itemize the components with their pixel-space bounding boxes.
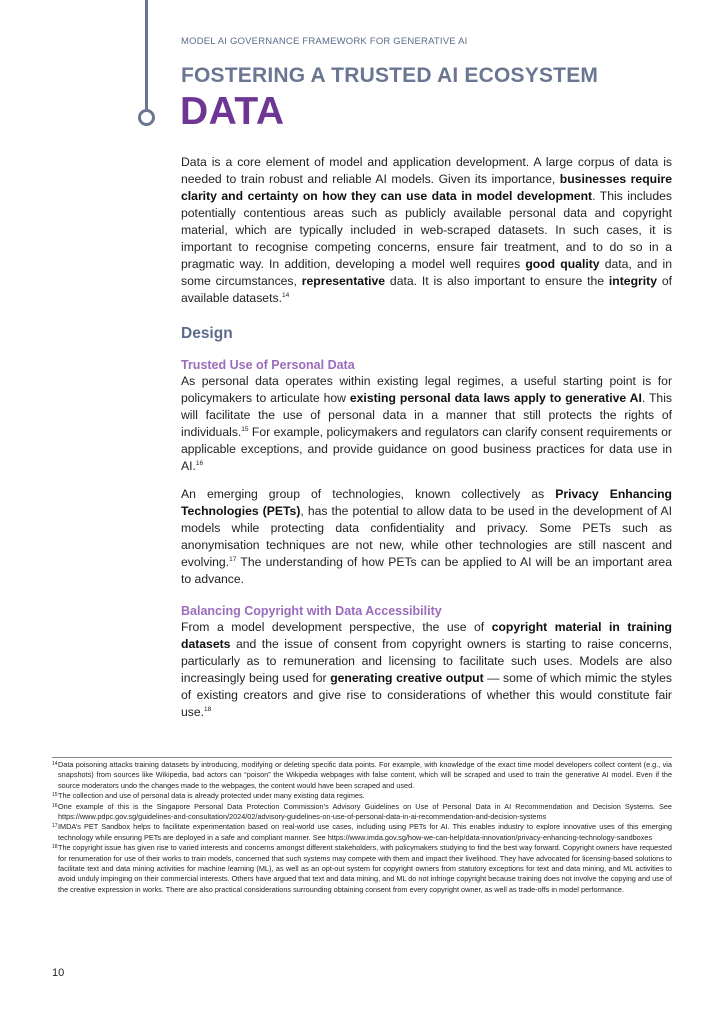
timeline-line [145, 0, 148, 110]
footnote: 15 The collection and use of personal data is already protected under many existing data regimes. [52, 791, 365, 801]
page-title: DATA [180, 90, 285, 133]
footnote: 14 Data poisoning attacks training datasets by introducing, modifying or deleting specific data points. For example, with knowledge of the exact time model developers collect content (e.g., via snapshots) from sources like Wikipedia, bad actors can “poison” the Wikipedia webpages with false content, which will be scraped and used to train the generative AI model. Even if the source moderators undo the changes made to the webpages, the content would have been scraped and used. [52, 760, 672, 790]
footnote-ref: 17 [229, 555, 237, 563]
personal-data-heading: Trusted Use of Personal Data [181, 358, 355, 372]
footnote-ref: 16 [195, 459, 204, 467]
main-content [181, 154, 672, 721]
footnote: 17 IMDA’s PET Sandbox helps to facilitate experimentation based on real-world use cases, including using PETs for AI. This enables industry to explore innovative uses of this emerging technology while ensuring PETs are deployed in a safe and compliant manner. See https://www.imda.gov.sg/how-we-can-help/data-innovation/privacy-enhancing-technology-sandboxes [52, 822, 672, 842]
copyright-paragraph: From a model development perspective, the use of copyright material in training datasets and the issue of consent from copyright owners is starting to raise concerns, particularly as to remuneration and licensing to facilitate such uses. Models are also increasingly being used for generating creative output — some of which mimic the styles of existing creators and give rise to considerations of whether this would constitute fair use.$^{18}$ [181, 620, 672, 719]
intro-paragraph: Data is a core element of model and application development. A large corpus of data is needed to train robust and reliable AI models. Given its importance, businesses require clarity and certainty on how they can use data in model development. This includes potentially contentious areas such as publicly available personal data and copyright material, which are typically included in web-scraped datasets. In such cases, it is important to recognise competing concerns, ensure fair treatment, and to do so in a pragmatic way. In addition, developing a model well requires good quality data, and in some circumstances, representative data. It is also important to ensure the integrity of available datasets.$^{14}$ [181, 155, 672, 305]
footnote: 18 The copyright issue has given rise to varied interests and concerns amongst different stakeholders, with policymakers studying to find the best way forward. Copyright owners have requested for renumeration for use of their works to train models, concerned that such systems may compete with them and impact their livelihood. They have advocated for licensing-based solutions to facilitate text and data mining activities for machine learning (ML), as well as an opt-out system for copyright owners from statutory exceptions for text and data mining, and ML activities to avoid unduly impinging on their commercial interests. Others have argued that text and data mining, and ML do not infringe copyright because training does not involve the copying and use of the creative expression in works. There are also practical considerations surrounding obtaining consent from every copyright owner, as well as trade-offs in model performance. [52, 843, 672, 894]
footnotes [52, 760, 672, 895]
footnote-ref: 15 [241, 425, 249, 433]
personal-data-paragraph: As personal data operates within existing legal regimes, a useful starting point is for policymakers to articulate how existing personal data laws apply to generative AI. This will facilitate the use of personal data in a manner that still protects the rights of individuals.$^{15}$ For example, policymakers and regulators can clarify consent requirements or applicable exceptions, and provide guidance on good business practices for data use in AI.$^{16}$ [181, 374, 672, 473]
footnote: 16 One example of this is the Singapore Personal Data Protection Commission’s Advisory Guidelines on Use of Personal Data in AI Recommendation and Decision Systems. See https://www.pdpc.gov.sg/guidelines-and-consultation/2024/02/advisory-guidelines-on-use-of-personal-data-in-ai-recommendation-and-decision-systems [52, 801, 672, 822]
section-title: FOSTERING A TRUSTED AI ECOSYSTEM [181, 64, 599, 87]
page-number: 10 [52, 967, 65, 979]
footnote-divider [52, 757, 672, 758]
design-heading: Design [181, 325, 233, 342]
running-header: MODEL AI GOVERNANCE FRAMEWORK FOR GENERATIVE AI [181, 36, 468, 47]
copyright-heading: Balancing Copyright with Data Accessibility [181, 604, 442, 618]
timeline-dot [138, 109, 155, 126]
footnote-ref: 14 [281, 291, 290, 299]
pets-paragraph: An emerging group of technologies, known collectively as Privacy Enhancing Technologies (PETs), has the potential to allow data to be used in the development of AI models while protecting data confidentiality and privacy. Some PETs such as anonymisation techniques are not new, while other technologies are still nascent and evolving.$^{17}$ The understanding of how PETs can be applied to AI will be an important area to advance. [181, 487, 672, 586]
footnote-ref: 18 [204, 705, 212, 713]
